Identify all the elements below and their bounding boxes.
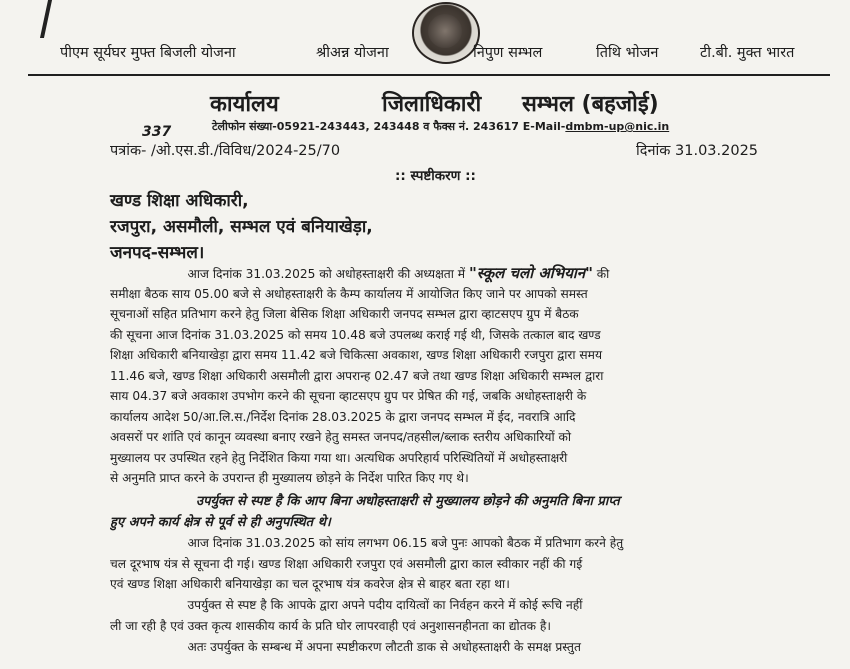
office-word: जिलाधिकारी [382, 92, 482, 117]
text-line: चल दूरभाष यंत्र से सूचना दी गई। खण्ड शिक्षा अधिकारी रजपुरा एवं असमौली द्वारा काल स्वीकार नहीं की गई [110, 556, 583, 571]
office-word: सम्भल (बहजोई) [522, 92, 659, 117]
header-divider [28, 74, 830, 76]
paragraph-phone-attempt [110, 533, 780, 595]
office-word: कार्यालय [210, 92, 279, 117]
email-address: dmbm-up@nic.in [565, 120, 670, 133]
scheme-item: निपुण सम्भल [473, 45, 543, 61]
addressee-line: रजपुरा, असमौली, सम्भल एवं बनियाखेड़ा, [110, 217, 373, 237]
text-line: साय 04.37 बजे अवकाश उपभोग करने की सूचना व्हाटसएप ग्रुप पर प्रेषित की गई, जबकि अधोहस्ताक्षरी के [110, 389, 587, 403]
pen-stroke-mark [40, 0, 52, 38]
scheme-banner [60, 42, 820, 64]
reference-number: पत्रांक- /ओ.एस.डी./विविध/2024-25/70 [110, 143, 341, 159]
scheme-item: पीएम सूर्यघर मुफ्त बिजली योजना [60, 45, 236, 61]
text-line: ली जा रही है एवं उक्त कृत्य शासकीय कार्य के प्रति घोर लापरवाही एवं अनुशासनहीनता का द्योतक है। [110, 618, 551, 633]
handwritten-dispatch-number: 337 [142, 124, 172, 140]
text-line: आज दिनांक 31.03.2025 को सांय लगभग 06.15 बजे पुनः आपको बैठक में प्रतिभाग करने हेतु [110, 536, 624, 550]
letter-date: दिनांक 31.03.2025 [636, 143, 759, 159]
addressee-line: जनपद-सम्भल। [110, 243, 205, 263]
text-line: से अनुमति प्राप्त करने के उपरान्त ही मुख्यालय छोड़ने के निर्देश पारित किए गए थे। [110, 471, 469, 485]
paragraph-negligence [110, 595, 780, 636]
contact-line [212, 119, 669, 134]
text-line: कार्यालय आदेश 50/आ.लि.स./निर्देश दिनांक 28.03.2025 के द्वारा जनपद सम्भल में ईद, नवरात्रि आदि [110, 409, 576, 424]
text-line: शिक्षा अधिकारी बनियाखेड़ा द्वारा समय 11.42 बजे चिकित्सा अवकाश, खण्ड शिक्षा अधिकारी रजपुरा द्वारा समय [110, 348, 603, 362]
paragraph-meeting-details [110, 263, 780, 489]
text-line: समीक्षा बैठक साय 05.00 बजे से अधोहस्ताक्षरी के कैम्प कार्यालय में आयोजित किए जाने पर आपको समस्त [110, 286, 588, 301]
campaign-name: "स्कूल चलो अभियान" [468, 264, 593, 282]
paragraph-absence-finding [110, 492, 780, 533]
text-line: आज दिनांक 31.03.2025 को अधोहस्ताक्षरी की अध्यक्षता में "स्कूल चलो अभियान" की [110, 264, 610, 282]
scheme-item: श्रीअन्न योजना [316, 45, 389, 61]
text-line: की सूचना आज दिनांक 31.03.2025 को समय 10.48 बजे उपलब्ध कराई गई थी, जिसके तत्काल बाद खण्ड [110, 327, 601, 342]
paragraph-explanation-request [110, 637, 780, 658]
text-line: अवसरों पर शांति एवं कानून व्यवस्था बनाए रखने हेतु समस्त जनपद/तहसील/ब्लाक स्तरीय अधिकारियों को [110, 430, 572, 444]
scheme-item: तिथि भोजन [596, 45, 659, 61]
addressee-line: खण्ड शिक्षा अधिकारी, [110, 191, 249, 211]
text-line: 11.46 बजे, खण्ड शिक्षा अधिकारी असमौली द्वारा अपरान्ह 02.47 बजे तथा खण्ड शिक्षा अधिकारी सम्भल द्वारा [110, 368, 604, 383]
text-line: सूचनाओं सहित प्रतिभाग करने हेतु जिला बेसिक शिक्षा अधिकारी जनपद सम्भल द्वारा व्हाटसएप ग्रुप में बैठक [110, 307, 579, 321]
text-line: उपर्युक्त से स्पष्ट है कि आप बिना अधोहस्ताक्षरी से मुख्यालय छोड़ने की अनुमति बिना प्राप्त [110, 494, 620, 509]
contact-text: टेलीफोन संख्या-05921-243443, 243448 व फैक्स नं. 243617 E-Mail- [212, 120, 566, 133]
text-line: मुख्यालय पर उपस्थित रहने हेतु निर्देशित किया गया था। अत्यधिक अपरिहार्य परिस्थितियों में अधोहस्ताक्षरी [110, 450, 568, 465]
text-line: उपर्युक्त से स्पष्ट है कि आपके द्वारा अपने पदीय दायित्वों का निर्वहन करने में कोई रूचि नहीं [110, 598, 583, 612]
text-line: हुए अपने कार्य क्षेत्र से पूर्व से ही अनुपस्थित थे। [110, 514, 331, 530]
subject-heading: :: स्पष्टीकरण :: [395, 168, 476, 184]
text-line: एवं खण्ड शिक्षा अधिकारी बनियाखेड़ा का चल दूरभाष यंत्र कवरेज क्षेत्र से बाहर बता रहा था। [110, 577, 510, 591]
text-line: अतः उपर्युक्त के सम्बन्ध में अपना स्पष्टीकरण लौटती डाक से अधोहस्ताक्षरी के समक्ष प्रस्तुत [110, 640, 581, 654]
scheme-item: टी.बी. मुक्त भारत [700, 45, 795, 61]
